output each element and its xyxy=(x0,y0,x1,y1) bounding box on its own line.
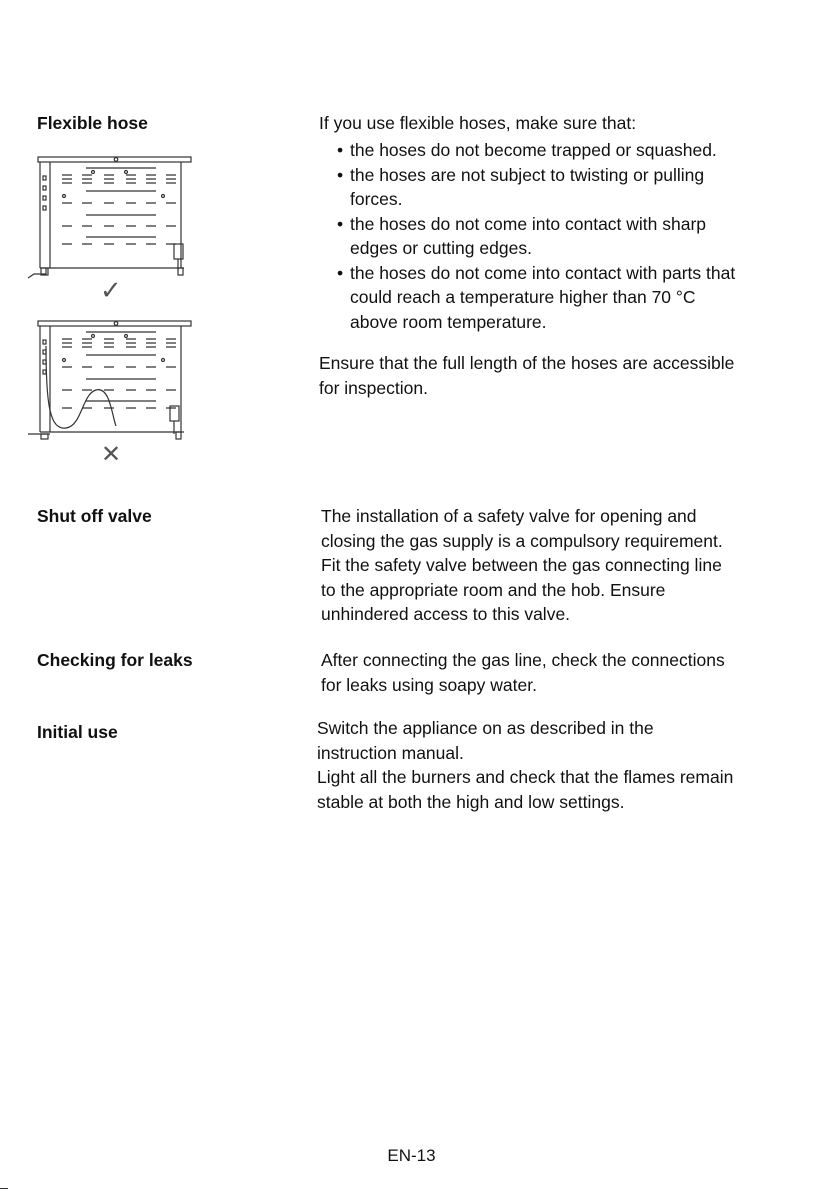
shut-off-valve-text: The installation of a safety valve for opening and closing the gas supply is a compulsory requirement. Fit the safety valve between the gas connecting line to the appropriate room and the hob. Ensure unhindered access to this valve. xyxy=(321,506,723,624)
bullet-text: the hoses do not come into contact with parts that could reach a temperature higher than 70 °C above room temperature. xyxy=(350,262,736,332)
bullet-icon: • xyxy=(337,262,344,283)
initial-use-text: Switch the appliance on as described in the instruction manual. Light all the burners and check that the flames remain stable at both the high and low settings. xyxy=(317,718,734,812)
list-item xyxy=(319,261,735,335)
corner-mark xyxy=(0,1188,8,1189)
flexible-hose-bullet-list xyxy=(319,138,735,334)
bullet-text: the hoses are not subject to twisting or pulling forces. xyxy=(350,164,705,209)
bullet-text: the hoses do not become trapped or squashed. xyxy=(350,140,717,160)
checking-for-leaks-heading: Checking for leaks xyxy=(37,650,193,670)
list-item xyxy=(319,138,735,163)
check-icon: ✓ xyxy=(100,276,122,306)
bullet-text: the hoses do not come into contact with sharp edges or cutting edges. xyxy=(350,213,707,258)
list-item xyxy=(319,212,735,261)
bullet-icon: • xyxy=(337,164,344,185)
list-item xyxy=(319,163,735,212)
checking-for-leaks-text: After connecting the gas line, check the connections for leaks using soapy water. xyxy=(321,650,725,695)
hob-incorrect-illustration xyxy=(26,316,194,444)
flexible-hose-note: Ensure that the full length of the hoses are accessible for inspection. xyxy=(319,353,735,398)
bullet-icon: • xyxy=(337,140,344,160)
initial-use-heading: Initial use xyxy=(37,722,118,742)
cross-icon: ✕ xyxy=(101,440,122,468)
bullet-icon: • xyxy=(337,213,344,234)
hob-correct-illustration xyxy=(26,152,194,280)
flexible-hose-intro: If you use flexible hoses, make sure that: xyxy=(319,113,637,133)
page-number: EN-13 xyxy=(387,1146,436,1165)
shut-off-valve-heading: Shut off valve xyxy=(37,506,152,526)
flexible-hose-heading: Flexible hose xyxy=(37,113,148,133)
